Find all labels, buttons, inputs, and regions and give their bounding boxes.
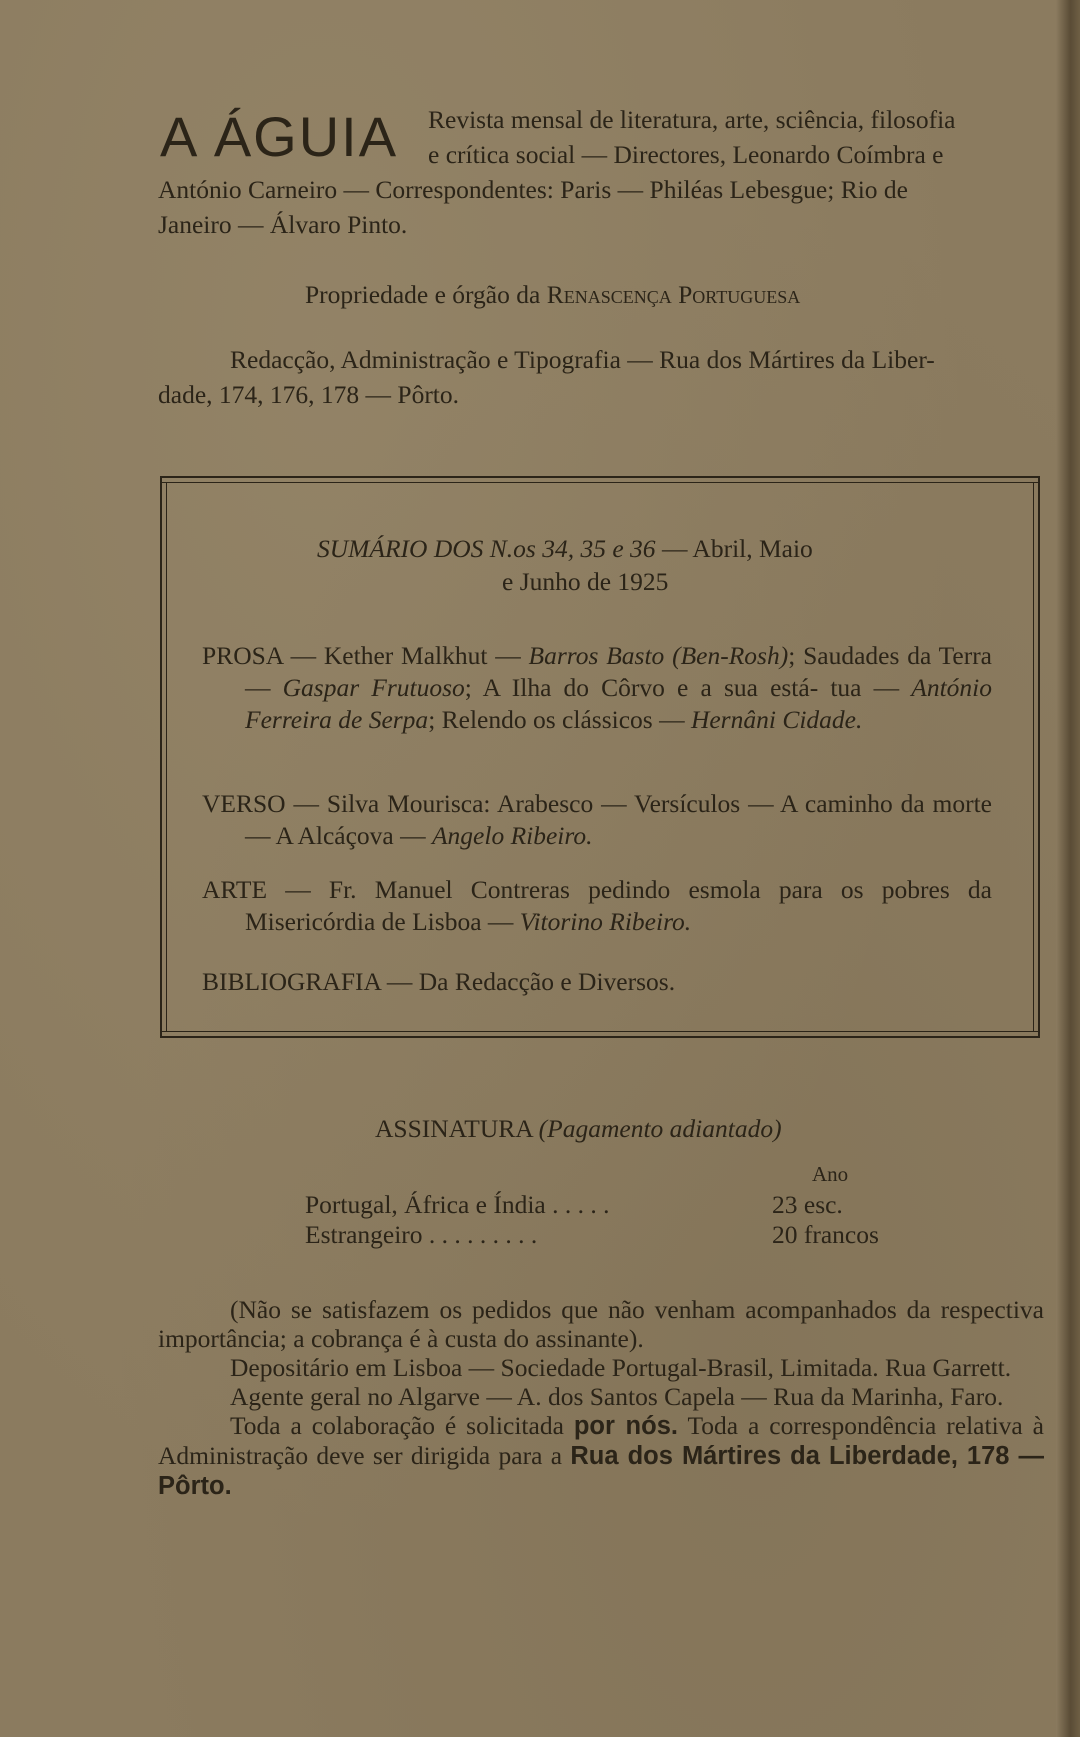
summary-title-italic: SUMÁRIO DOS N.os 34, 35 e 36 xyxy=(317,534,656,563)
intro-line-3: António Carneiro — Correspondentes: Paris — Philéas Lebesgue; Rio de xyxy=(158,175,908,204)
page-edge xyxy=(1056,0,1080,1737)
subscription-row-price: 23 esc. xyxy=(772,1190,843,1219)
summary-box xyxy=(160,476,1040,1038)
subscription-label: ASSINATURA xyxy=(375,1114,533,1143)
intro-line-4: Janeiro — Álvaro Pinto. xyxy=(158,210,408,239)
summary-border-right-inner xyxy=(1033,482,1034,1032)
address-line-2: dade, 174, 176, 178 — Pôrto. xyxy=(158,380,460,409)
masthead xyxy=(158,98,1044,248)
bibliografia-text: BIBLIOGRAFIA — Da Redacção e Diversos. xyxy=(202,967,676,996)
arte-text: ARTE — Fr. Manuel Contreras pedindo esmola para os pobres da Misericórdia de Lisboa — Vitorino Ribeiro. xyxy=(202,875,992,936)
summary-border-bottom xyxy=(160,1036,1040,1038)
note-paragraph: (Não se satisfazem os pedidos que não venham acompanhados da respectiva importância; a cobrança é à custa do assinante). xyxy=(158,1295,1044,1353)
notes-block xyxy=(158,1295,1044,1501)
note-paragraph: Agente geral no Algarve — A. dos Santos Capela — Rua da Marinha, Faro. xyxy=(230,1382,1004,1411)
prosa-text: PROSA — Kether Malkhut — Barros Basto (Ben-Rosh); Saudades da Terra — Gaspar Frutuoso; A Ilha do Côrvo e a sua está- tua — António Ferreira de Serpa; Relendo os clássicos — Hernâni Cidade. xyxy=(202,641,992,734)
intro-line-2: e crítica social — Directores, Leonardo Coímbra e xyxy=(428,140,944,169)
journal-logo: A ÁGUIA xyxy=(160,105,399,168)
address-block xyxy=(158,342,1044,412)
subscription-year-header: Ano xyxy=(812,1162,849,1186)
subscription-subtitle: (Pagamento adiantado) xyxy=(538,1114,782,1143)
summary-title-line-2: e Junho de 1925 xyxy=(502,567,669,596)
subscription-title xyxy=(375,1114,782,1144)
summary-border-top-inner xyxy=(160,482,1040,483)
summary-border-right xyxy=(1038,476,1040,1038)
address-line-1: Redacção, Administração e Tipografia — Rua dos Mártires da Liber- xyxy=(230,345,935,374)
summary-arte xyxy=(202,874,992,938)
summary-border-left-inner xyxy=(166,482,167,1032)
ownership-prefix: Propriedade e órgão da xyxy=(305,280,541,309)
note-paragraph: Depositário em Lisboa — Sociedade Portugal-Brasil, Limitada. Rua Garrett. xyxy=(230,1353,1012,1382)
intro-line-1: Revista mensal de literatura, arte, sciência, filosofia xyxy=(428,105,956,134)
ownership-name: Renascença Portuguesa xyxy=(546,280,801,309)
summary-border-left xyxy=(160,476,162,1038)
summary-verso xyxy=(202,788,992,852)
subscription-row-label: Estrangeiro . . . . . . . . . xyxy=(305,1220,538,1249)
note-paragraph: Toda a colaboração é solicitada por nós. Toda a correspondência relativa à Administração deve ser dirigida para a Rua dos Mártires da Liberdade, 178 — Pôrto. xyxy=(158,1411,1044,1500)
ownership-line xyxy=(305,280,800,310)
journal-intro xyxy=(158,102,1044,242)
summary-border-top xyxy=(160,476,1040,478)
summary-border-bottom-inner xyxy=(160,1031,1040,1032)
subscription-row-price: 20 francos xyxy=(772,1220,879,1249)
verso-text: VERSO — Silva Mourisca: Arabesco — Versículos — A caminho da morte — A Alcáçova — Angelo Ribeiro. xyxy=(202,789,992,850)
summary-title xyxy=(317,532,813,598)
subscription-row-label: Portugal, África e Índia . . . . . xyxy=(305,1190,610,1219)
summary-bibliografia xyxy=(202,966,992,998)
summary-prosa xyxy=(202,640,992,736)
summary-title-months: — Abril, Maio xyxy=(655,534,813,563)
